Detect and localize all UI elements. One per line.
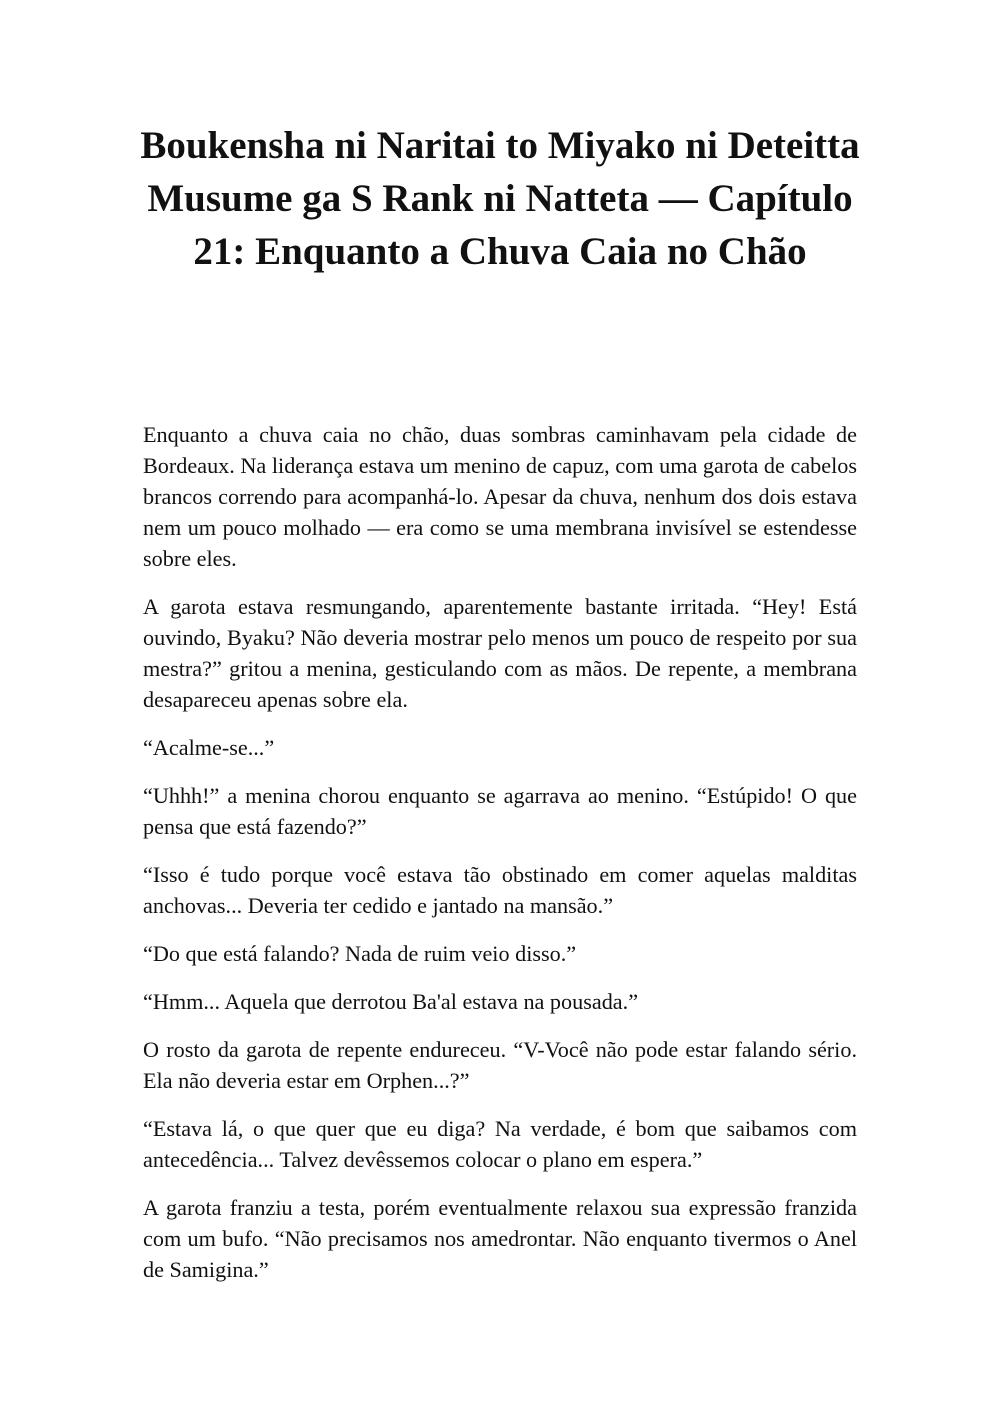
paragraph: Enquanto a chuva caia no chão, duas sombras caminhavam pela cidade de Bordeaux. Na liderança estava um menino de capuz, com uma garota de cabelos brancos correndo para acompanhá-lo. Apesar da chuva, nenhum dos dois estava nem um pouco molhado — era como se uma membrana invisível se estendesse sobre eles. xyxy=(143,422,857,571)
paragraph: O rosto da garota de repente endureceu. “V-Você não pode estar falando sério. Ela não deveria estar em Orphen...?” xyxy=(143,1037,857,1093)
paragraph: “Isso é tudo porque você estava tão obstinado em comer aquelas malditas anchovas... Deveria ter cedido e jantado na mansão.” xyxy=(143,862,857,918)
paragraph: A garota franziu a testa, porém eventualmente relaxou sua expressão franzida com um bufo. “Não precisamos nos amedrontar. Não enquanto tivermos o Anel de Samigina.” xyxy=(143,1195,857,1282)
paragraph: A garota estava resmungando, aparentemente bastante irritada. “Hey! Está ouvindo, Byaku? Não deveria mostrar pelo menos um pouco de respeito por sua mestra?” gritou a menina, gesticulando com as mãos. De repente, a membrana desapareceu apenas sobre ela. xyxy=(143,594,857,712)
paragraph: “Estava lá, o que quer que eu diga? Na verdade, é bom que saibamos com antecedência... Talvez devêssemos colocar o plano em espera.” xyxy=(143,1116,857,1172)
paragraph: “Uhhh!” a menina chorou enquanto se agarrava ao menino. “Estúpido! O que pensa que está fazendo?” xyxy=(143,783,857,839)
paragraph: “Hmm... Aquela que derrotou Ba'al estava na pousada.” xyxy=(143,989,639,1014)
chapter-body xyxy=(143,419,857,1302)
paragraph: “Do que está falando? Nada de ruim veio disso.” xyxy=(143,941,577,966)
chapter-title: Boukensha ni Naritai to Miyako ni Deteitta Musume ga S Rank ni Natteta — Capítulo 21: Enquanto a Chuva Caia no Chão xyxy=(140,124,860,273)
paragraph: “Acalme-se...” xyxy=(143,735,275,760)
